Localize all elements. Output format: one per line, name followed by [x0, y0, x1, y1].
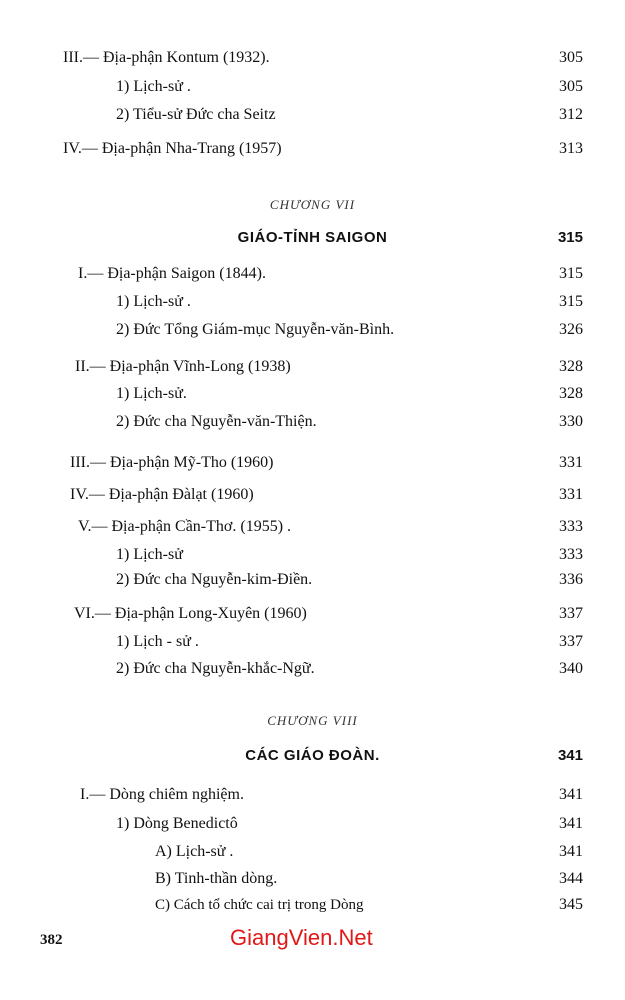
toc-entry-page: 336	[559, 571, 583, 588]
toc-entry	[0, 630, 625, 654]
toc-entry-label: 1) Lịch-sử	[116, 546, 183, 563]
toc-entry	[0, 840, 625, 864]
toc-entry-label: B) Tinh-thần dòng.	[155, 870, 278, 887]
toc-entry-label: 1) Lịch-sử.	[116, 385, 187, 402]
toc-entry-label: IV.— Địa-phận Đàlạt (1960)	[70, 486, 254, 503]
toc-entry	[0, 382, 625, 406]
toc-entry	[0, 75, 625, 99]
toc-entry-label: I.— Dòng chiêm nghiệm.	[80, 786, 244, 803]
toc-entry-label: 1) Dòng Benedictô	[116, 815, 238, 832]
toc-entry-page: 313	[559, 140, 583, 157]
toc-entry-page: 333	[559, 546, 583, 563]
toc-entry-page: 341	[559, 786, 583, 803]
toc-entry	[0, 410, 625, 434]
toc-entry	[0, 568, 625, 592]
toc-entry-label: VI.— Địa-phận Long-Xuyên (1960)	[74, 605, 307, 622]
toc-entry	[0, 543, 625, 567]
toc-entry-label: A) Lịch-sử .	[155, 843, 234, 860]
toc-entry	[0, 515, 625, 539]
chapter-title: CÁC GIÁO ĐOÀN.	[245, 747, 380, 764]
toc-entry-page: 345	[559, 896, 583, 913]
toc-entry-page: 315	[559, 293, 583, 310]
chapter-title: GIÁO-TỈNH SAIGON	[237, 229, 388, 246]
toc-entry-page: 312	[559, 106, 583, 123]
toc-entry	[0, 483, 625, 507]
toc-entry-page: 330	[559, 413, 583, 430]
toc-entry-label: 2) Đức cha Nguyễn-văn-Thiện.	[116, 413, 317, 430]
toc-entry-label: II.— Địa-phận Vĩnh-Long (1938)	[75, 358, 291, 375]
toc-entry-label: III.— Địa-phận Kontum (1932).	[63, 49, 270, 66]
toc-entry	[0, 318, 625, 342]
toc-entry-page: 315	[559, 265, 583, 282]
toc-entry	[0, 867, 625, 891]
toc-entry-page: 344	[559, 870, 583, 887]
toc-entry	[0, 290, 625, 314]
toc-entry-label: 2) Đức cha Nguyễn-khắc-Ngữ.	[116, 660, 315, 677]
toc-entry-page: 328	[559, 358, 583, 375]
toc-entry-page: 333	[559, 518, 583, 535]
toc-entry-page: 331	[559, 486, 583, 503]
toc-entry-label: 1) Lịch-sử .	[116, 78, 191, 95]
toc-entry	[0, 783, 625, 807]
toc-entry-label: V.— Địa-phận Cần-Thơ. (1955) .	[78, 518, 292, 535]
toc-entry	[0, 355, 625, 379]
toc-entry-page: 305	[559, 49, 583, 66]
toc-entry-page: 305	[559, 78, 583, 95]
toc-entry-label: III.— Địa-phận Mỹ-Tho (1960)	[70, 454, 274, 471]
toc-entry	[0, 103, 625, 127]
toc-entry-label: 1) Lịch-sử .	[116, 293, 191, 310]
chapter-heading: CHƯƠNG VII	[269, 197, 356, 212]
toc-entry	[0, 657, 625, 681]
toc-entry-label: C) Cách tổ chức cai trị trong Dòng	[155, 897, 364, 913]
toc-entry-label: IV.— Địa-phận Nha-Trang (1957)	[63, 140, 282, 157]
toc-entry-label: 2) Đức Tổng Giám-mục Nguyễn-văn-Bình.	[116, 321, 395, 338]
toc-entry-page: 328	[559, 385, 583, 402]
page-number: 382	[40, 932, 63, 948]
toc-entry-label: 2) Tiểu-sử Đức cha Seitz	[116, 106, 276, 123]
toc-entry	[0, 602, 625, 626]
toc-entry	[0, 812, 625, 836]
toc-entry	[0, 893, 625, 917]
toc-entry-page: 337	[559, 605, 583, 622]
watermark: GiangVien.Net	[230, 925, 373, 950]
chapter-heading: CHƯƠNG VIII	[267, 713, 358, 728]
toc-entry-page: 341	[559, 815, 583, 832]
toc-entry-page: 337	[559, 633, 583, 650]
chapter-title-page: 315	[557, 229, 583, 246]
toc-entry-label: I.— Địa-phận Saigon (1844).	[78, 265, 266, 282]
toc-entry	[0, 451, 625, 475]
toc-entry-page: 326	[559, 321, 583, 338]
toc-entry-label: 2) Đức cha Nguyễn-kim-Điền.	[116, 571, 313, 588]
toc-entry-label: 1) Lịch - sử .	[116, 633, 199, 650]
toc-entry	[0, 46, 625, 70]
chapter-title-page: 341	[557, 747, 583, 764]
toc-entry-page: 340	[559, 660, 583, 677]
toc-entry-page: 341	[559, 843, 583, 860]
toc-entry	[0, 262, 625, 286]
toc-entry	[0, 137, 625, 161]
toc-entry-page: 331	[559, 454, 583, 471]
